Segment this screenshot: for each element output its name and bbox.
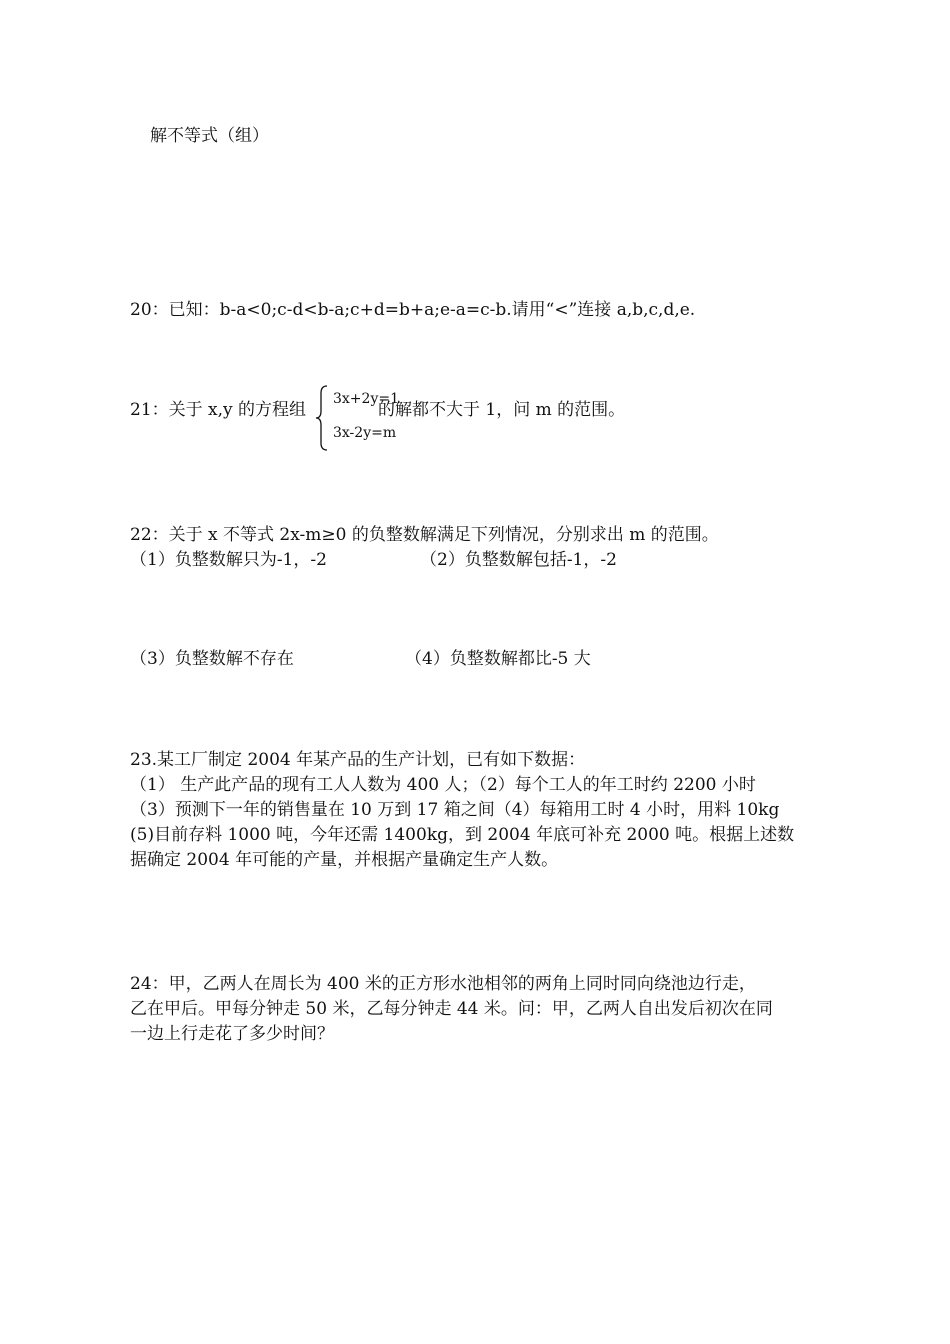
question-24-line-2: 乙在甲后。甲每分钟走 50 米，乙每分钟走 44 米。问：甲，乙两人自出发后初次在同 xyxy=(130,999,773,1019)
question-23-line-3: （3）预测下一年的销售量在 10 万到 17 箱之间（4）每箱用工时 4 小时，用料 10kg xyxy=(130,800,780,820)
question-20: 20：已知：b-a<0;c-d<b-a;c+d=b+a;e-a=c-b.请用“<”连接 a,b,c,d,e. xyxy=(130,300,696,320)
equation-brace xyxy=(315,385,329,451)
question-23-line-1: 23.某工厂制定 2004 年某产品的生产计划，已有如下数据： xyxy=(130,750,586,770)
question-21-suffix: 的解都不大于 1，问 m 的范围。 xyxy=(378,400,626,420)
question-23-line-5: 据确定 2004 年可能的产量，并根据产量确定生产人数。 xyxy=(130,850,559,870)
question-22-case-2: （2）负整数解包括-1，-2 xyxy=(420,550,617,570)
question-22-stem: 22：关于 x 不等式 2x-m≥0 的负整数解满足下列情况，分别求出 m 的范围。 xyxy=(130,525,719,545)
question-23-line-2: （1） 生产此产品的现有工人人数为 400 人；（2）每个工人的年工时约 2200 小时 xyxy=(130,775,756,795)
question-24-line-1: 24：甲，乙两人在周长为 400 米的正方形水池相邻的两角上同时同向绕池边行走， xyxy=(130,974,756,994)
question-23-line-4: (5)目前存料 1000 吨，今年还需 1400kg，到 2004 年底可补充 2000 吨。根据上述数 xyxy=(130,825,795,845)
question-22-case-1: （1）负整数解只为-1，-2 xyxy=(130,550,327,570)
question-24-line-3: 一边上行走花了多少时间？ xyxy=(130,1024,334,1044)
section-heading: 解不等式（组） xyxy=(150,126,269,146)
equation-2: 3x-2y=m xyxy=(333,425,397,441)
question-22-case-3: （3）负整数解不存在 xyxy=(130,649,294,669)
equation-1: 3x+2y=1 xyxy=(333,391,399,407)
question-22-case-4: （4）负整数解都比-5 大 xyxy=(405,649,591,669)
question-21-prefix: 21：关于 x,y 的方程组 xyxy=(130,400,307,420)
